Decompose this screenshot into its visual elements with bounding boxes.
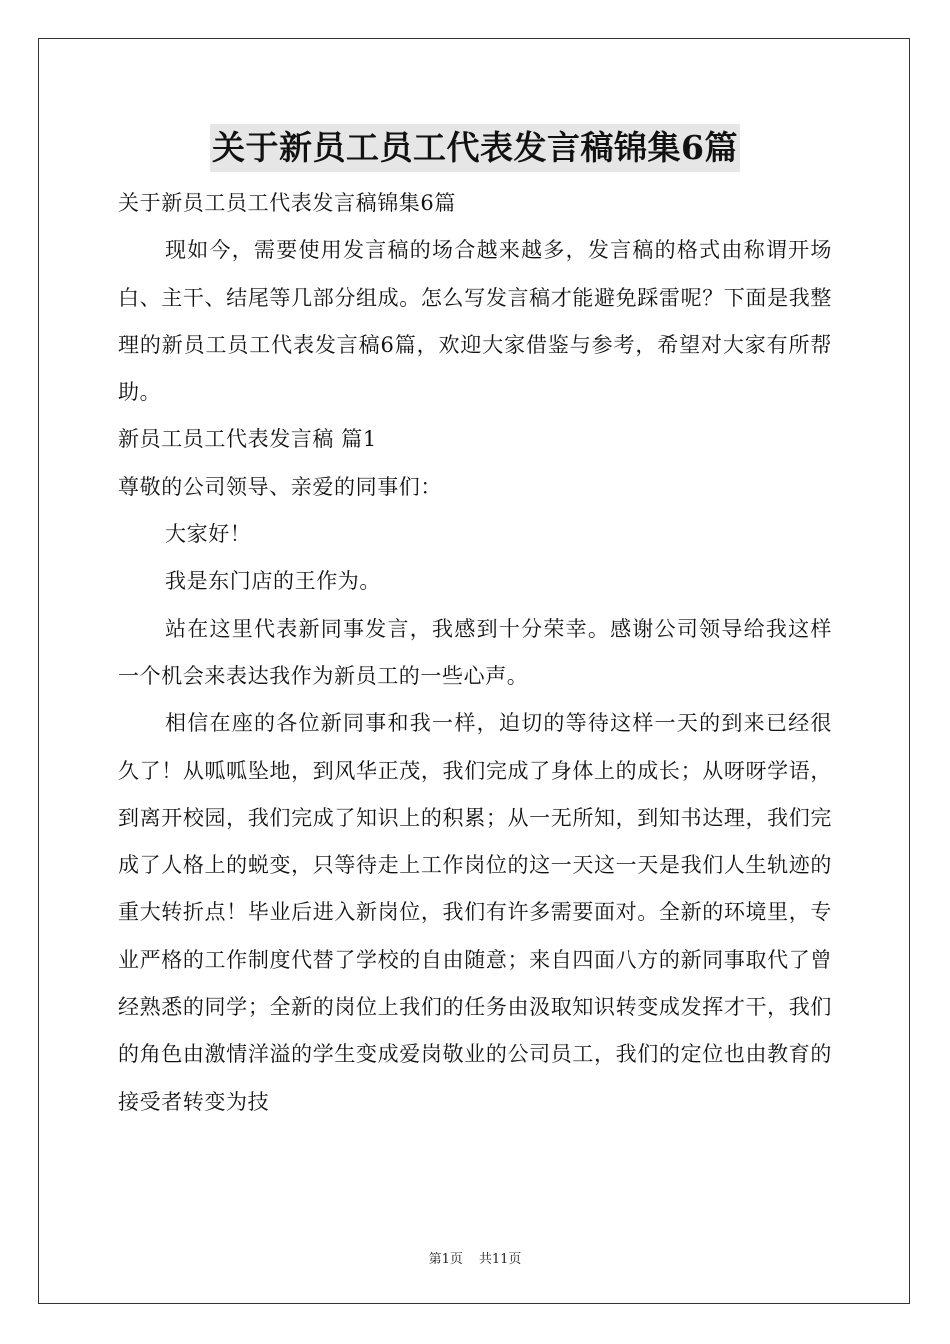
document-body — [118, 180, 832, 1126]
title-container — [0, 124, 950, 172]
document-subtitle: 关于新员工员工代表发言稿锦集6篇 — [118, 191, 456, 215]
page-number: 第1页 — [428, 1252, 463, 1267]
document-title: 关于新员工员工代表发言稿锦集6篇 — [210, 124, 740, 172]
body-paragraph-2: 相信在座的各位新同事和我一样，迫切的等待这样一天的到来已经很久了！从呱呱坠地，到风华正茂，我们完成了身体上的成长；从呀呀学语，到离开校园，我们完成了知识上的积累；从一无所知，到知书达理，我们完成了人格上的蜕变，只等待走上工作岗位的这一天这一天是我们人生轨迹的重大转折点！毕业后进入新岗位，我们有许多需要面对。全新的环境里，专业严格的工作制度代替了学校的自由随意；来自四面八方的新同事取代了曾经熟悉的同学；全新的岗位上我们的任务由汲取知识转变成发挥才干，我们的角色由激情洋溢的学生变成爱岗敬业的公司员工，我们的定位也由教育的接受者转变为技 — [118, 711, 832, 1114]
body-paragraph-1: 站在这里代表新同事发言，我感到十分荣幸。感谢公司领导给我这样一个机会来表达我作为新员工的一些心声。 — [118, 616, 832, 688]
section-heading: 新员工员工代表发言稿 篇1 — [118, 427, 377, 452]
page-total: 共11页 — [478, 1252, 522, 1267]
greeting: 大家好！ — [165, 522, 252, 547]
page-footer — [0, 1248, 950, 1267]
intro-paragraph: 现如今，需要使用发言稿的场合越来越多，发言稿的格式由称谓开场白、主干、结尾等几部分组成。怎么写发言稿才能避免踩雷呢？下面是我整理的新员工员工代表发言稿6篇，欢迎大家借鉴与参考，希望对大家有所帮助。 — [118, 238, 832, 405]
salutation: 尊敬的公司领导、亲爱的同事们： — [118, 474, 442, 499]
self-intro: 我是东门店的王作为。 — [165, 569, 381, 594]
